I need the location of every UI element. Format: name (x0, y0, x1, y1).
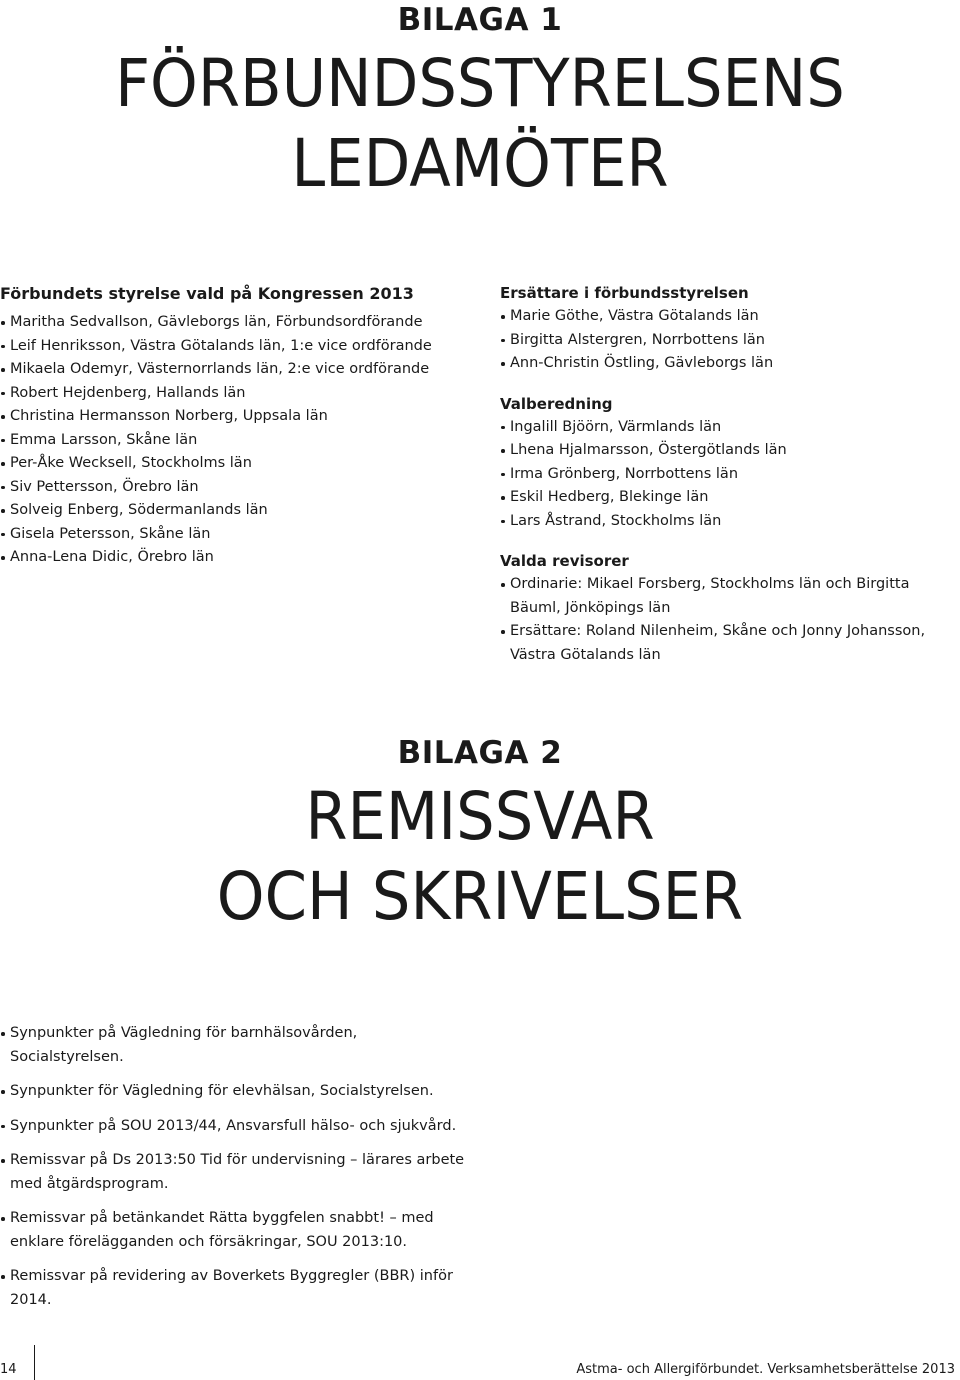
list-item: Remissvar på betänkandet Rätta byggfelen snabbt! – med enklare förelägganden och försäkringar, SOU 2013:10. (0, 1207, 440, 1254)
list-item: Ingalill Bjöörn, Värmlands län (500, 416, 955, 440)
list-item: Emma Larsson, Skåne län (0, 429, 470, 453)
page-number: 14 (0, 1362, 17, 1377)
list-item: Ann-Christin Östling, Gävleborgs län (500, 352, 955, 376)
list-item: Irma Grönberg, Norrbottens län (500, 463, 955, 487)
bilaga1-title (0, 44, 960, 204)
list-item: Maritha Sedvallson, Gävleborgs län, Förbundsordförande (0, 311, 470, 335)
list-item: Ordinarie: Mikael Forsberg, Stockholms län och Birgitta Bäuml, Jönköpings län (500, 573, 955, 620)
list-item: Gisela Petersson, Skåne län (0, 523, 470, 547)
list-item: Siv Pettersson, Örebro län (0, 476, 470, 500)
bilaga2-title-line1: REMISSVAR (305, 778, 655, 855)
revisorer-list (500, 573, 955, 667)
bilaga2-title-line2: OCH SKRIVELSER (216, 858, 744, 935)
bilaga1-header (0, 0, 960, 40)
bilaga1-label: BILAGA 1 (397, 2, 563, 38)
list-item: Lars Åstrand, Stockholms län (500, 510, 955, 534)
list-item: Lhena Hjalmarsson, Östergötlands län (500, 439, 955, 463)
right-column (500, 281, 955, 667)
revisorer-heading: Valda revisorer (500, 552, 629, 570)
list-item: Leif Henriksson, Västra Götalands län, 1:e vice ordförande (0, 335, 470, 359)
list-item: Ersättare: Roland Nilenheim, Skåne och Jonny Johansson, Västra Götalands län (500, 620, 955, 667)
list-item: Christina Hermansson Norberg, Uppsala län (0, 405, 470, 429)
bilaga2-title (0, 777, 960, 937)
list-item: Synpunkter på Vägledning för barnhälsovården, Socialstyrelsen. (0, 1022, 370, 1069)
bilaga2-label: BILAGA 2 (397, 735, 563, 771)
styrelse-list (0, 311, 470, 570)
bilaga1-title-line1: FÖRBUNDSSTYRELSENS (115, 45, 845, 122)
list-item: Robert Hejdenberg, Hallands län (0, 382, 470, 406)
list-item: Mikaela Odemyr, Västernorrlands län, 2:e vice ordförande (0, 358, 470, 382)
list-item: Synpunkter för Vägledning för elevhälsan, Socialstyrelsen. (0, 1080, 520, 1104)
list-item: Marie Göthe, Västra Götalands län (500, 305, 955, 329)
bilaga1-title-line2: LEDAMÖTER (291, 125, 669, 202)
list-item: Birgitta Alstergren, Norrbottens län (500, 329, 955, 353)
list-item: Solveig Enberg, Södermanlands län (0, 499, 470, 523)
list-item: Remissvar på Ds 2013:50 Tid för undervisning – lärares arbete med åtgärdsprogram. (0, 1149, 480, 1196)
list-item: Anna-Lena Didic, Örebro län (0, 546, 470, 570)
list-item: Per-Åke Wecksell, Stockholms län (0, 452, 470, 476)
ersattare-heading: Ersättare i förbundsstyrelsen (500, 284, 749, 302)
valberedning-list (500, 416, 955, 534)
styrelse-section (0, 282, 470, 570)
remissvar-list (0, 1022, 520, 1323)
bilaga2-header (0, 733, 960, 773)
valberedning-heading: Valberedning (500, 394, 613, 413)
list-item: Eskil Hedberg, Blekinge län (500, 486, 955, 510)
list-item: Synpunkter på SOU 2013/44, Ansvarsfull hälso- och sjukvård. (0, 1115, 520, 1139)
footer-divider (34, 1345, 35, 1380)
ersattare-list (500, 305, 955, 376)
footer-publication: Astma- och Allergiförbundet. Verksamhetsberättelse 2013 (576, 1362, 955, 1377)
styrelse-heading: Förbundets styrelse vald på Kongressen 2013 (0, 284, 414, 303)
list-item: Remissvar på revidering av Boverkets Byggregler (BBR) inför 2014. (0, 1265, 460, 1312)
